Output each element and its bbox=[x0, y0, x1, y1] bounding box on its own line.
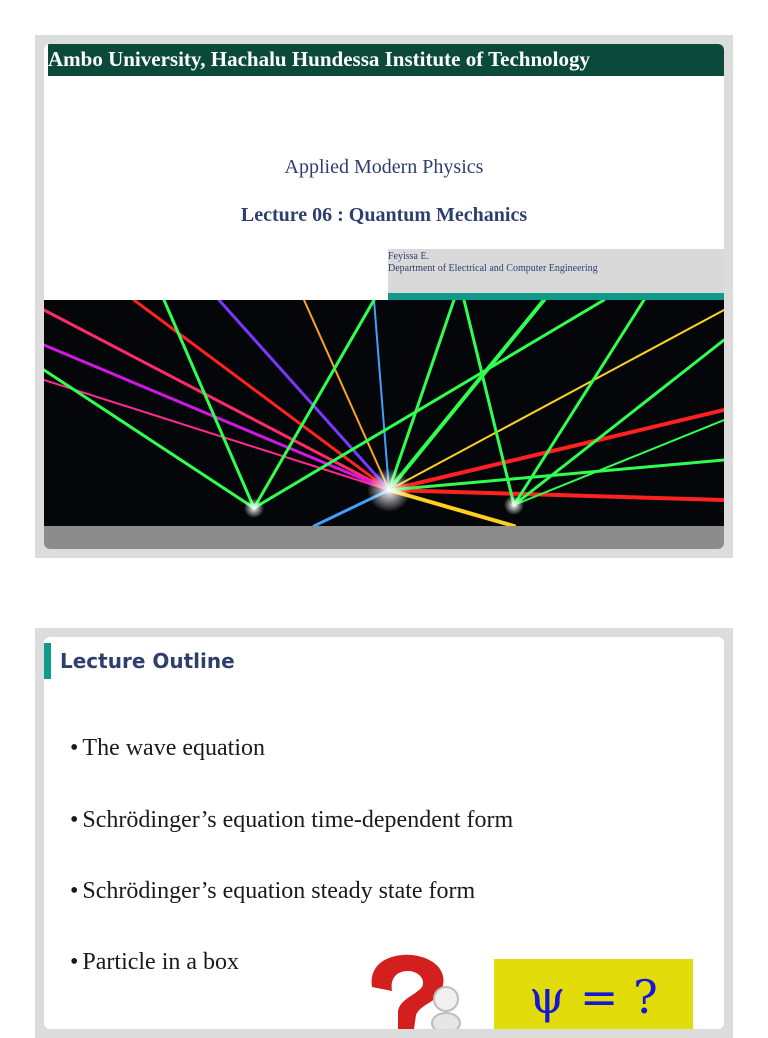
outline-slide bbox=[35, 628, 733, 1038]
author-department: Department of Electrical and Computer Engineering bbox=[388, 263, 598, 274]
title-slide-content bbox=[44, 44, 724, 549]
outline-bullet: • The wave equation bbox=[70, 735, 265, 761]
teal-divider bbox=[388, 293, 724, 300]
bullet-text: Schrödinger’s equation time-dependent form bbox=[82, 807, 514, 833]
outline-bullet: • Schrödinger’s equation time-dependent form bbox=[70, 807, 514, 833]
outline-bullet: • Particle in a box bbox=[70, 949, 240, 975]
lecture-title: Lecture 06 : Quantum Mechanics bbox=[240, 204, 528, 226]
title-accent-bar bbox=[44, 643, 51, 679]
footer-bar bbox=[44, 526, 724, 549]
title-slide bbox=[35, 35, 733, 558]
outline-bullet: • Schrödinger’s equation steady state form bbox=[70, 878, 476, 904]
institution-banner: Ambo University, Hachalu Hundessa Institute of Technology bbox=[48, 44, 724, 76]
author-box bbox=[388, 249, 724, 293]
bullet-text: Particle in a box bbox=[82, 949, 240, 975]
bullet-text: Schrödinger’s equation steady state form bbox=[82, 878, 476, 904]
question-mark-figure-icon bbox=[354, 949, 464, 1029]
laser-banner-image bbox=[44, 300, 724, 526]
outline-title: Lecture Outline bbox=[60, 649, 235, 673]
bullet-text: The wave equation bbox=[82, 735, 265, 761]
course-title: Applied Modern Physics bbox=[284, 156, 484, 178]
outline-slide-content bbox=[44, 637, 724, 1029]
psi-question-box: ψ = ? bbox=[494, 959, 693, 1029]
author-name: Feyissa E. bbox=[388, 251, 430, 262]
